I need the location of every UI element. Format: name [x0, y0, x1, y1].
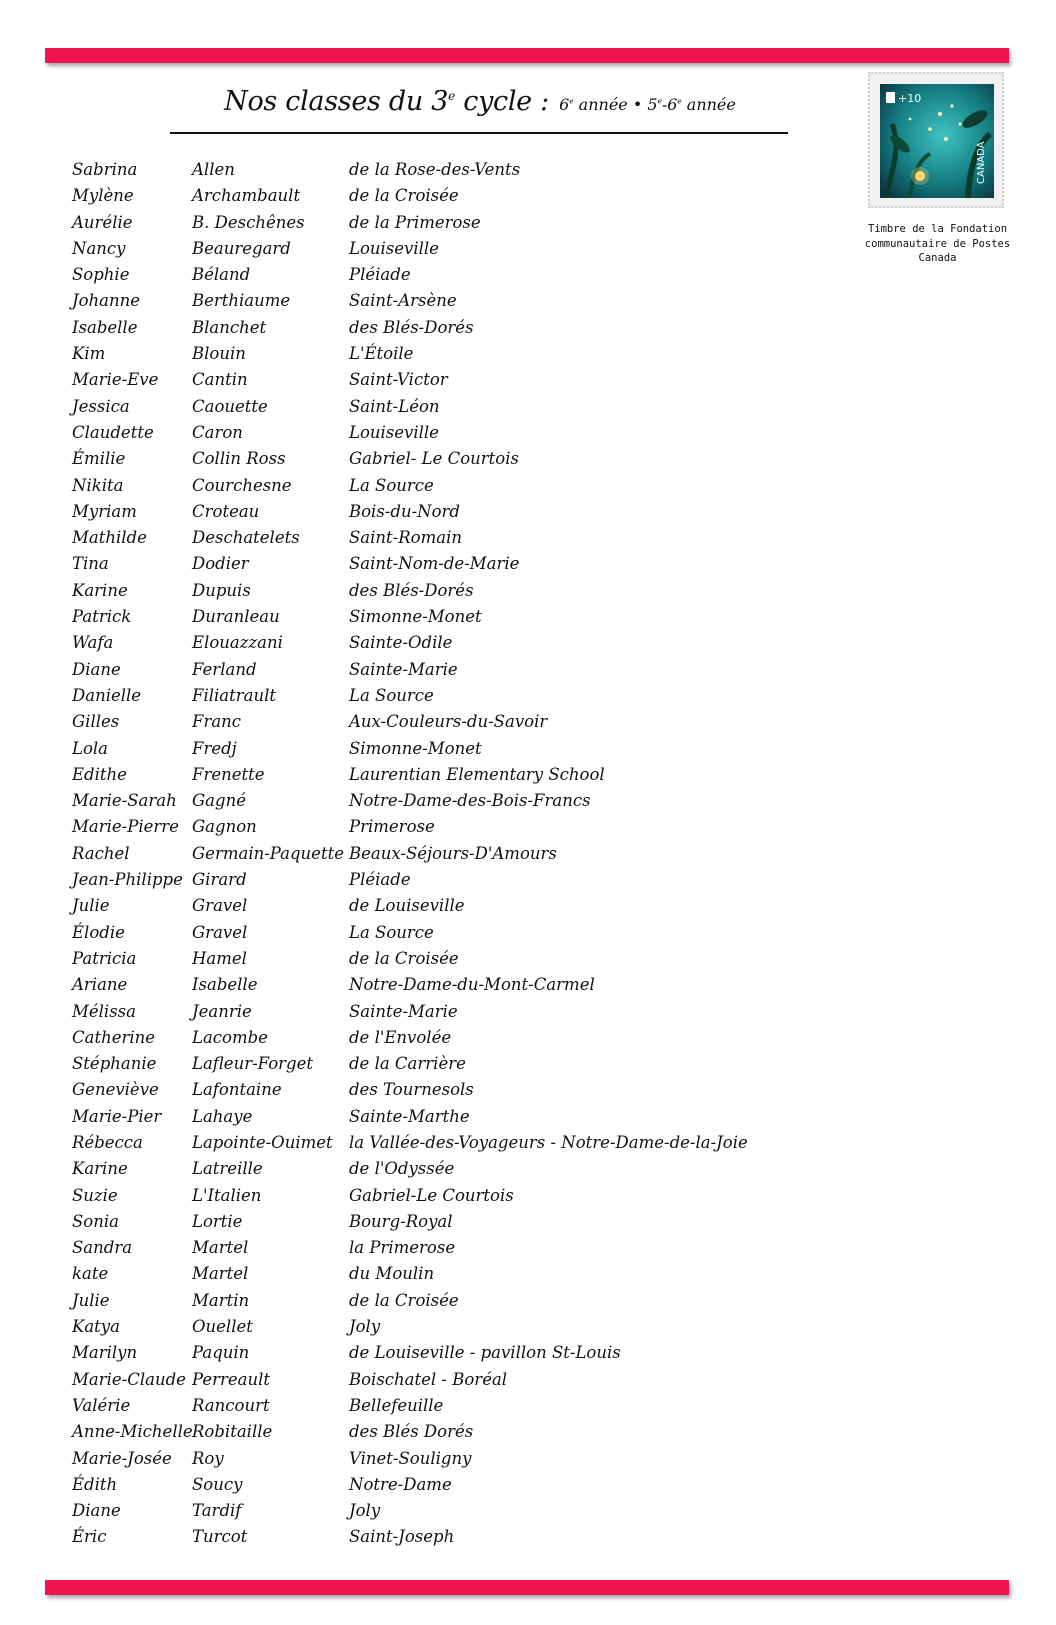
- first-name: Marie-Eve: [72, 370, 159, 390]
- school-name: Saint-Joseph: [349, 1527, 455, 1547]
- school-name: de la Carrière: [349, 1054, 466, 1074]
- last-name: L'Italien: [192, 1185, 262, 1205]
- school-name: Saint-Arsène: [349, 291, 457, 311]
- first-name: Katya: [72, 1317, 120, 1337]
- school-name: de la Croisée: [349, 186, 459, 206]
- first-name: Mylène: [72, 186, 134, 206]
- school-name: des Blés-Dorés: [349, 580, 474, 600]
- last-name: Robitaille: [192, 1422, 273, 1442]
- first-name: Marilyn: [72, 1343, 138, 1363]
- last-name: Franc: [192, 712, 242, 732]
- first-name: kate: [72, 1264, 109, 1284]
- last-name: Ouellet: [192, 1317, 253, 1337]
- first-name: Marie-Sarah: [72, 791, 177, 811]
- last-name: Latreille: [192, 1159, 263, 1179]
- last-name: Duranleau: [192, 607, 280, 627]
- last-name: Germain-Paquette: [192, 843, 344, 863]
- first-name: Jessica: [72, 396, 130, 416]
- school-name: Gabriel-Le Courtois: [349, 1185, 514, 1205]
- school-name: Joly: [349, 1317, 381, 1337]
- school-name: La Source: [349, 685, 434, 705]
- first-name: Rébecca: [72, 1132, 143, 1152]
- first-name: Geneviève: [72, 1080, 159, 1100]
- school-name: de Louiseville: [349, 896, 465, 916]
- school-name: Boischatel - Boréal: [349, 1369, 508, 1389]
- last-name: Caron: [192, 422, 243, 442]
- first-name: Wafa: [72, 633, 114, 653]
- bottom-accent-bar: [45, 1580, 1009, 1595]
- first-name: Stéphanie: [72, 1054, 157, 1074]
- first-name: Rachel: [72, 843, 130, 863]
- school-name: Saint-Victor: [349, 370, 448, 390]
- last-name: Béland: [192, 265, 251, 285]
- first-name: Karine: [72, 580, 128, 600]
- school-name: Simonne-Monet: [349, 738, 482, 758]
- first-name: Marie-Josée: [72, 1448, 172, 1468]
- last-name: Isabelle: [192, 975, 258, 995]
- last-name: Martel: [192, 1264, 249, 1284]
- first-name: Patrick: [72, 607, 132, 627]
- first-name: Sonia: [72, 1211, 119, 1231]
- first-name: Ariane: [72, 975, 128, 995]
- first-name: Myriam: [72, 501, 137, 521]
- first-name: Élodie: [72, 922, 125, 942]
- school-name: la Vallée-des-Voyageurs - Notre-Dame-de-la-Joie: [349, 1132, 748, 1152]
- title-underline: [170, 132, 788, 134]
- last-name: Cantin: [192, 370, 248, 390]
- school-name: de Louiseville - pavillon St-Louis: [349, 1343, 621, 1363]
- school-name: Bois-du-Nord: [349, 501, 460, 521]
- last-name: Fredj: [192, 738, 237, 758]
- last-name: Croteau: [192, 501, 260, 521]
- school-name: Bellefeuille: [349, 1395, 444, 1415]
- last-name: Lortie: [192, 1211, 243, 1231]
- first-name: Suzie: [72, 1185, 118, 1205]
- first-name: Émilie: [72, 449, 126, 469]
- school-name: de l'Envolée: [349, 1027, 452, 1047]
- last-name: Berthiaume: [192, 291, 291, 311]
- last-name: Turcot: [192, 1527, 248, 1547]
- school-name: Aux-Couleurs-du-Savoir: [349, 712, 548, 732]
- first-name: Julie: [72, 1290, 110, 1310]
- first-name: Isabelle: [72, 317, 138, 337]
- last-name: Rancourt: [192, 1395, 270, 1415]
- first-name: Sabrina: [72, 160, 138, 179]
- school-name: des Blés-Dorés: [349, 317, 474, 337]
- school-name: Sainte-Marie: [349, 1001, 458, 1021]
- first-name: Anne-Michelle: [72, 1422, 193, 1442]
- last-name: Elouazzani: [192, 633, 283, 653]
- school-name: Louiseville: [349, 238, 439, 258]
- last-name: Caouette: [192, 396, 268, 416]
- last-name: Gagnon: [192, 817, 257, 837]
- first-name: Éric: [72, 1527, 107, 1547]
- last-name: Lafontaine: [192, 1080, 282, 1100]
- school-name: Laurentian Elementary School: [349, 764, 605, 784]
- last-name: Deschatelets: [192, 528, 300, 548]
- school-name: de la Primerose: [349, 212, 481, 232]
- school-name: La Source: [349, 475, 434, 495]
- first-name: Marie-Pier: [72, 1106, 162, 1126]
- last-name: Lapointe-Ouimet: [192, 1132, 333, 1152]
- last-name: Martin: [192, 1290, 250, 1310]
- school-name: Joly: [349, 1501, 381, 1521]
- first-name: Sophie: [72, 265, 130, 285]
- top-accent-bar: [45, 48, 1009, 63]
- last-name: Roy: [192, 1448, 224, 1468]
- first-name: Édith: [72, 1474, 118, 1494]
- last-name: Blanchet: [192, 317, 267, 337]
- first-name: Karine: [72, 1159, 128, 1179]
- school-name: de la Rose-des-Vents: [349, 160, 521, 179]
- last-name: Girard: [192, 870, 247, 890]
- first-name: Jean-Philippe: [72, 870, 183, 890]
- last-name: B. Deschênes: [192, 212, 305, 232]
- school-name: de l'Odyssée: [349, 1159, 455, 1179]
- school-name: Simonne-Monet: [349, 607, 482, 627]
- last-name: Lafleur-Forget: [192, 1054, 313, 1074]
- last-name: Gravel: [192, 896, 248, 916]
- first-name: Sandra: [72, 1238, 133, 1258]
- first-name: Lola: [72, 738, 109, 758]
- first-name: Danielle: [72, 685, 142, 705]
- school-name: Sainte-Odile: [349, 633, 453, 653]
- page-title: Nos classes du 3e cycle : 6e année • 5e-6e année: [224, 86, 736, 117]
- first-name: Julie: [72, 896, 110, 916]
- last-name: Hamel: [192, 948, 247, 968]
- last-name: Collin Ross: [192, 449, 286, 469]
- last-name: Frenette: [192, 764, 265, 784]
- school-name: Pléiade: [349, 870, 411, 890]
- last-name: Gagné: [192, 791, 246, 811]
- school-name: Primerose: [349, 817, 435, 837]
- stamp-country: CANADA: [976, 141, 987, 184]
- first-name: Nancy: [72, 238, 126, 258]
- stamp-value: +10: [898, 92, 922, 105]
- last-name: Ferland: [192, 659, 257, 679]
- first-name: Nikita: [72, 475, 124, 495]
- first-name: Diane: [72, 1501, 121, 1521]
- last-name: Lahaye: [192, 1106, 253, 1126]
- first-name: Mathilde: [72, 528, 147, 548]
- last-name: Allen: [192, 160, 235, 179]
- last-name: Dodier: [192, 554, 249, 574]
- school-name: Pléiade: [349, 265, 411, 285]
- school-name: Notre-Dame: [349, 1474, 452, 1494]
- school-name: de la Croisée: [349, 1290, 459, 1310]
- first-name: Claudette: [72, 422, 154, 442]
- last-name: Filiatrault: [192, 685, 277, 705]
- last-name: Martel: [192, 1238, 249, 1258]
- school-name: Notre-Dame-du-Mont-Carmel: [349, 975, 595, 995]
- last-name: Soucy: [192, 1474, 243, 1494]
- first-name: Catherine: [72, 1027, 156, 1047]
- first-name: Edithe: [72, 764, 127, 784]
- last-name: Dupuis: [192, 580, 251, 600]
- first-name: Marie-Claude: [72, 1369, 186, 1389]
- school-name: de la Croisée: [349, 948, 459, 968]
- school-name: Notre-Dame-des-Bois-Francs: [349, 791, 591, 811]
- first-name: Mélissa: [72, 1001, 136, 1021]
- last-name: Blouin: [192, 344, 246, 364]
- last-name: Archambault: [192, 186, 301, 206]
- stamp-caption: Timbre de la Fondation communautaire de Postes Canada: [864, 223, 1011, 264]
- school-name: Sainte-Marthe: [349, 1106, 470, 1126]
- last-name: Paquin: [192, 1343, 250, 1363]
- last-name: Lacombe: [192, 1027, 268, 1047]
- last-name: Tardif: [192, 1501, 242, 1521]
- last-name: Jeanrie: [192, 1001, 252, 1021]
- last-name: Gravel: [192, 922, 248, 942]
- school-name: La Source: [349, 922, 434, 942]
- first-name: Tina: [72, 554, 109, 574]
- school-name: du Moulin: [349, 1264, 435, 1284]
- first-name: Johanne: [72, 291, 141, 311]
- school-name: Sainte-Marie: [349, 659, 458, 679]
- school-name: L'Étoile: [349, 344, 414, 364]
- last-name: Beauregard: [192, 238, 291, 258]
- school-name: Beaux-Séjours-D'Amours: [349, 843, 557, 863]
- first-name: Gilles: [72, 712, 120, 732]
- school-name: Saint-Romain: [349, 528, 462, 548]
- school-name: Vinet-Souligny: [349, 1448, 472, 1468]
- first-name: Valérie: [72, 1395, 131, 1415]
- last-name: Courchesne: [192, 475, 292, 495]
- first-name: Kim: [72, 344, 106, 364]
- school-name: des Tournesols: [349, 1080, 474, 1100]
- stamp-image: [868, 72, 1004, 208]
- last-name: Perreault: [192, 1369, 271, 1389]
- school-name: Saint-Léon: [349, 396, 440, 416]
- firefly-stamp-icon: [880, 84, 994, 198]
- first-name: Aurélie: [72, 212, 133, 232]
- school-name: la Primerose: [349, 1238, 456, 1258]
- school-name: Bourg-Royal: [349, 1211, 453, 1231]
- school-name: Louiseville: [349, 422, 439, 442]
- first-name: Patricia: [72, 948, 137, 968]
- school-name: Gabriel- Le Courtois: [349, 449, 519, 469]
- school-name: des Blés Dorés: [349, 1422, 474, 1442]
- first-name: Marie-Pierre: [72, 817, 179, 837]
- first-name: Diane: [72, 659, 121, 679]
- school-name: Saint-Nom-de-Marie: [349, 554, 520, 574]
